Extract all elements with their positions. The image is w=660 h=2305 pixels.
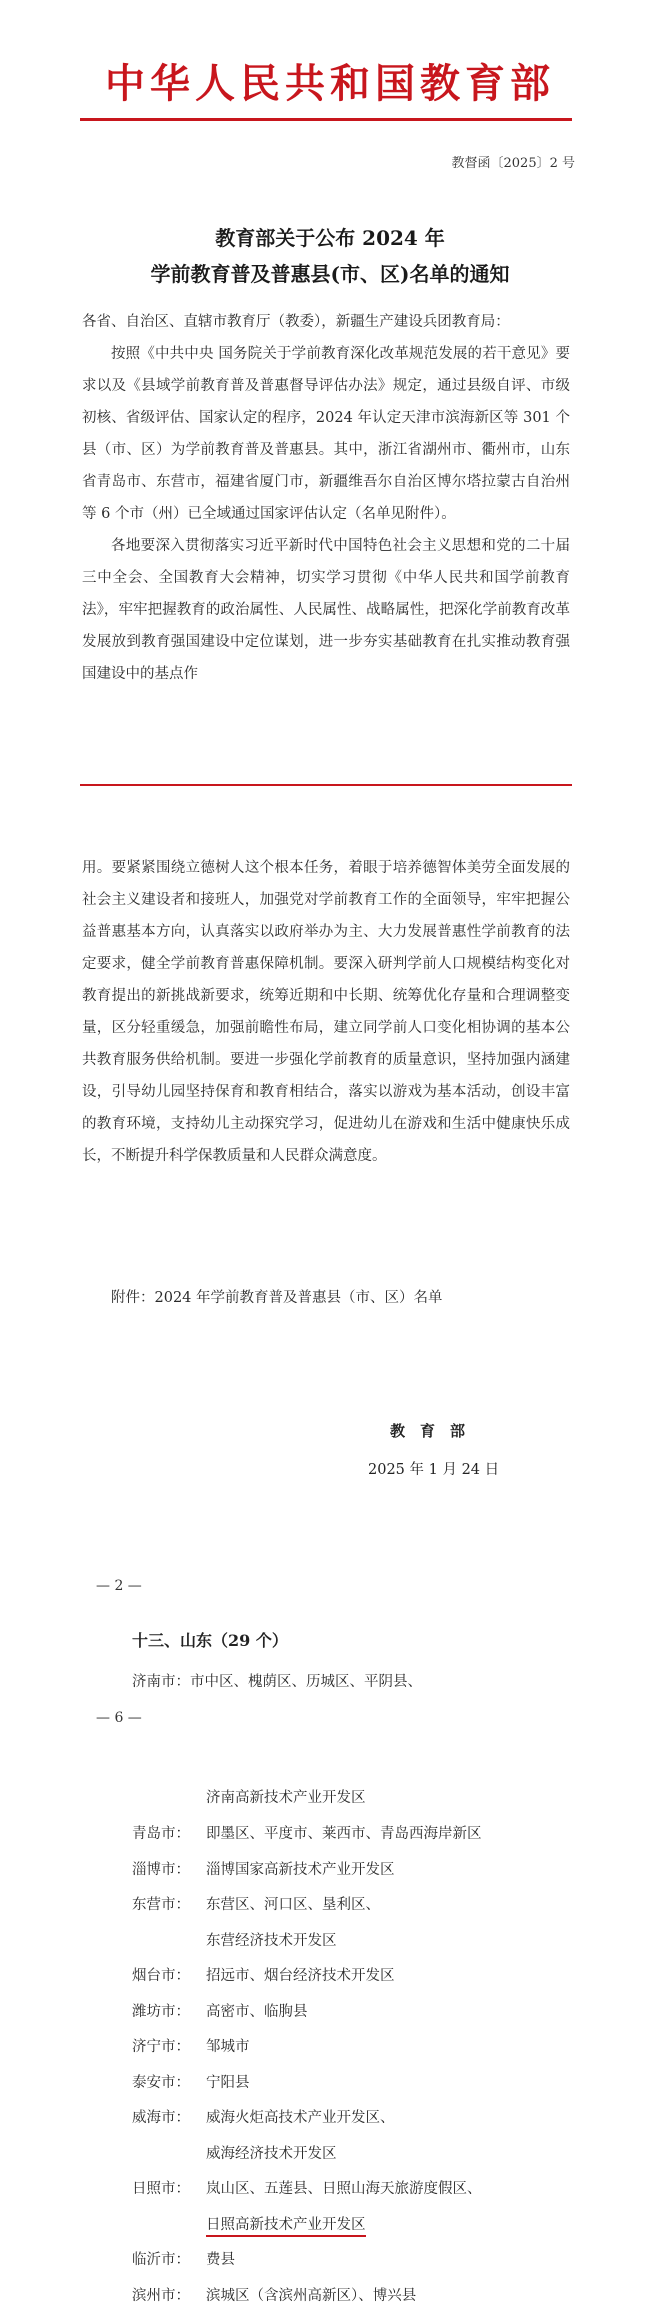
signature: 教 育 部 — [390, 1422, 466, 1440]
list-row-continuation: 济南高新技术产业开发区 — [206, 1790, 366, 1806]
page-break-red-rule — [80, 784, 572, 786]
district-list: 宁阳县 — [206, 2074, 250, 2091]
paragraph-2-part2: 用。要紧紧围绕立德树人这个根本任务，着眼于培养德智体美劳全面发展的社会主义建设者和接班人，加强党对学前教育工作的全面领导，牢牢把握公益普惠基本方向，认真落实以政府举办为主、大力发展普惠性学前教育的法定要求，健全学前教育普惠保障机制。要深入研判学前人口规模结构变化对教育提出的新挑战新要求，统筹近期和中长期、统筹优化存量和合理调整变量，区分轻重缓急，加强前瞻性布局，建立同学前人口变化相协调的基本公共教育服务供给机制。要进一步强化学前教育的质量意识，坚持加强内涵建设，引导幼儿园坚持保育和教育相结合，落实以游戏为基本活动，创设丰富的教育环境，支持幼儿主动探究学习，促进幼儿在游戏和生活中健康快乐成长，不断提升科学保教质量和人民群众满意度。 — [82, 860, 570, 1164]
salutation: 各省、自治区、直辖市教育厅（教委），新疆生产建设兵团教育局： — [82, 314, 510, 330]
district-list: 即墨区、平度市、莱西市、青岛西海岸新区 — [206, 1826, 482, 1842]
district-list: 招远市、烟台经济技术开发区 — [206, 1968, 395, 1984]
attachment-line — [82, 1282, 570, 1314]
document-number: 教督函〔2025〕2 号 — [451, 156, 575, 171]
city-name: 东营市： — [132, 1897, 190, 1913]
city-name: 济宁市： — [132, 2039, 190, 2055]
notice-body-page1 — [82, 306, 570, 774]
city-name: 淄博市： — [132, 1861, 190, 1878]
page-number-6: — 6 — — [96, 1710, 142, 1726]
city-name: 烟台市： — [132, 1968, 190, 1984]
district-list: 市中区、槐荫区、历城区、平阴县、 — [190, 1674, 422, 1690]
city-name: 临沂市： — [132, 2252, 190, 2268]
attachment-text: 附件：2024 年学前教育普及普惠县（市、区）名单 — [111, 1290, 443, 1306]
letterhead-red-rule — [80, 118, 572, 121]
page-number-2: — 2 — — [96, 1578, 142, 1594]
district-list: 日照高新技术产业开发区 — [206, 2213, 366, 2237]
notice-title-line2: 学前教育普及普惠县(市、区)名单的通知 — [150, 262, 510, 286]
city-name: 泰安市： — [132, 2074, 190, 2091]
ministry-letterhead: 中华人民共和国教育部 — [105, 60, 555, 107]
district-list: 淄博国家高新技术产业开发区 — [206, 1861, 395, 1878]
city-name: 日照市： — [132, 2181, 190, 2197]
city-name: 青岛市： — [132, 1826, 190, 1842]
district-list: 滨城区（含滨州高新区）、博兴县 — [206, 2287, 417, 2304]
list-row-jinan — [132, 1670, 422, 1691]
district-list: 费县 — [206, 2252, 235, 2268]
district-list: 邹城市 — [206, 2039, 250, 2055]
section-title-shandong: 十三、山东（29 个） — [132, 1631, 288, 1650]
district-list: 东营区、河口区、垦利区、 — [206, 1897, 380, 1913]
district-list: 威海经济技术开发区 — [206, 2145, 337, 2162]
city-name: 滨州市： — [132, 2287, 190, 2304]
district-list: 威海火炬高技术产业开发区、 — [206, 2110, 395, 2126]
paragraph-1: 按照《中共中央 国务院关于学前教育深化改革规范发展的若干意见》要求以及《县域学前教育普及普惠督导评估办法》规定，通过县级自评、市级初核、省级评估、国家认定的程序，2024 年认定天津市滨海新区等 301 个县（市、区）为学前教育普及普惠县。其中，浙江省湖州市、衢州市，山东省青岛市、东营市，福建省厦门市，新疆维吾尔自治区博尔塔拉蒙古自治州等 6 个市（州）已全域通过国家评估认定（名单见附件）。 — [82, 346, 570, 522]
city-name: 威海市： — [132, 2110, 190, 2126]
district-list: 高密市、临朐县 — [206, 2003, 308, 2020]
notice-title-line1: 教育部关于公布 2024 年 — [215, 226, 445, 250]
paragraph-2-part1: 各地要深入贯彻落实习近平新时代中国特色社会主义思想和党的二十届三中全会、全国教育大会精神，切实学习贯彻《中华人民共和国学前教育法》，牢牢把握教育的政治属性、人民属性、战略属性，把深化学前教育改革发展放到教育强国建设中定位谋划，进一步夯实基础教育在扎实推动教育强国建设中的基点作 — [82, 538, 570, 682]
district-list: 岚山区、五莲县、日照山海天旅游度假区、 — [206, 2181, 482, 2197]
city-name: 潍坊市： — [132, 2003, 190, 2020]
city-name: 济南市： — [132, 1674, 190, 1690]
notice-body-page2 — [82, 852, 570, 1172]
district-list: 东营经济技术开发区 — [206, 1932, 337, 1949]
issue-date: 2025 年 1 月 24 日 — [368, 1462, 500, 1478]
